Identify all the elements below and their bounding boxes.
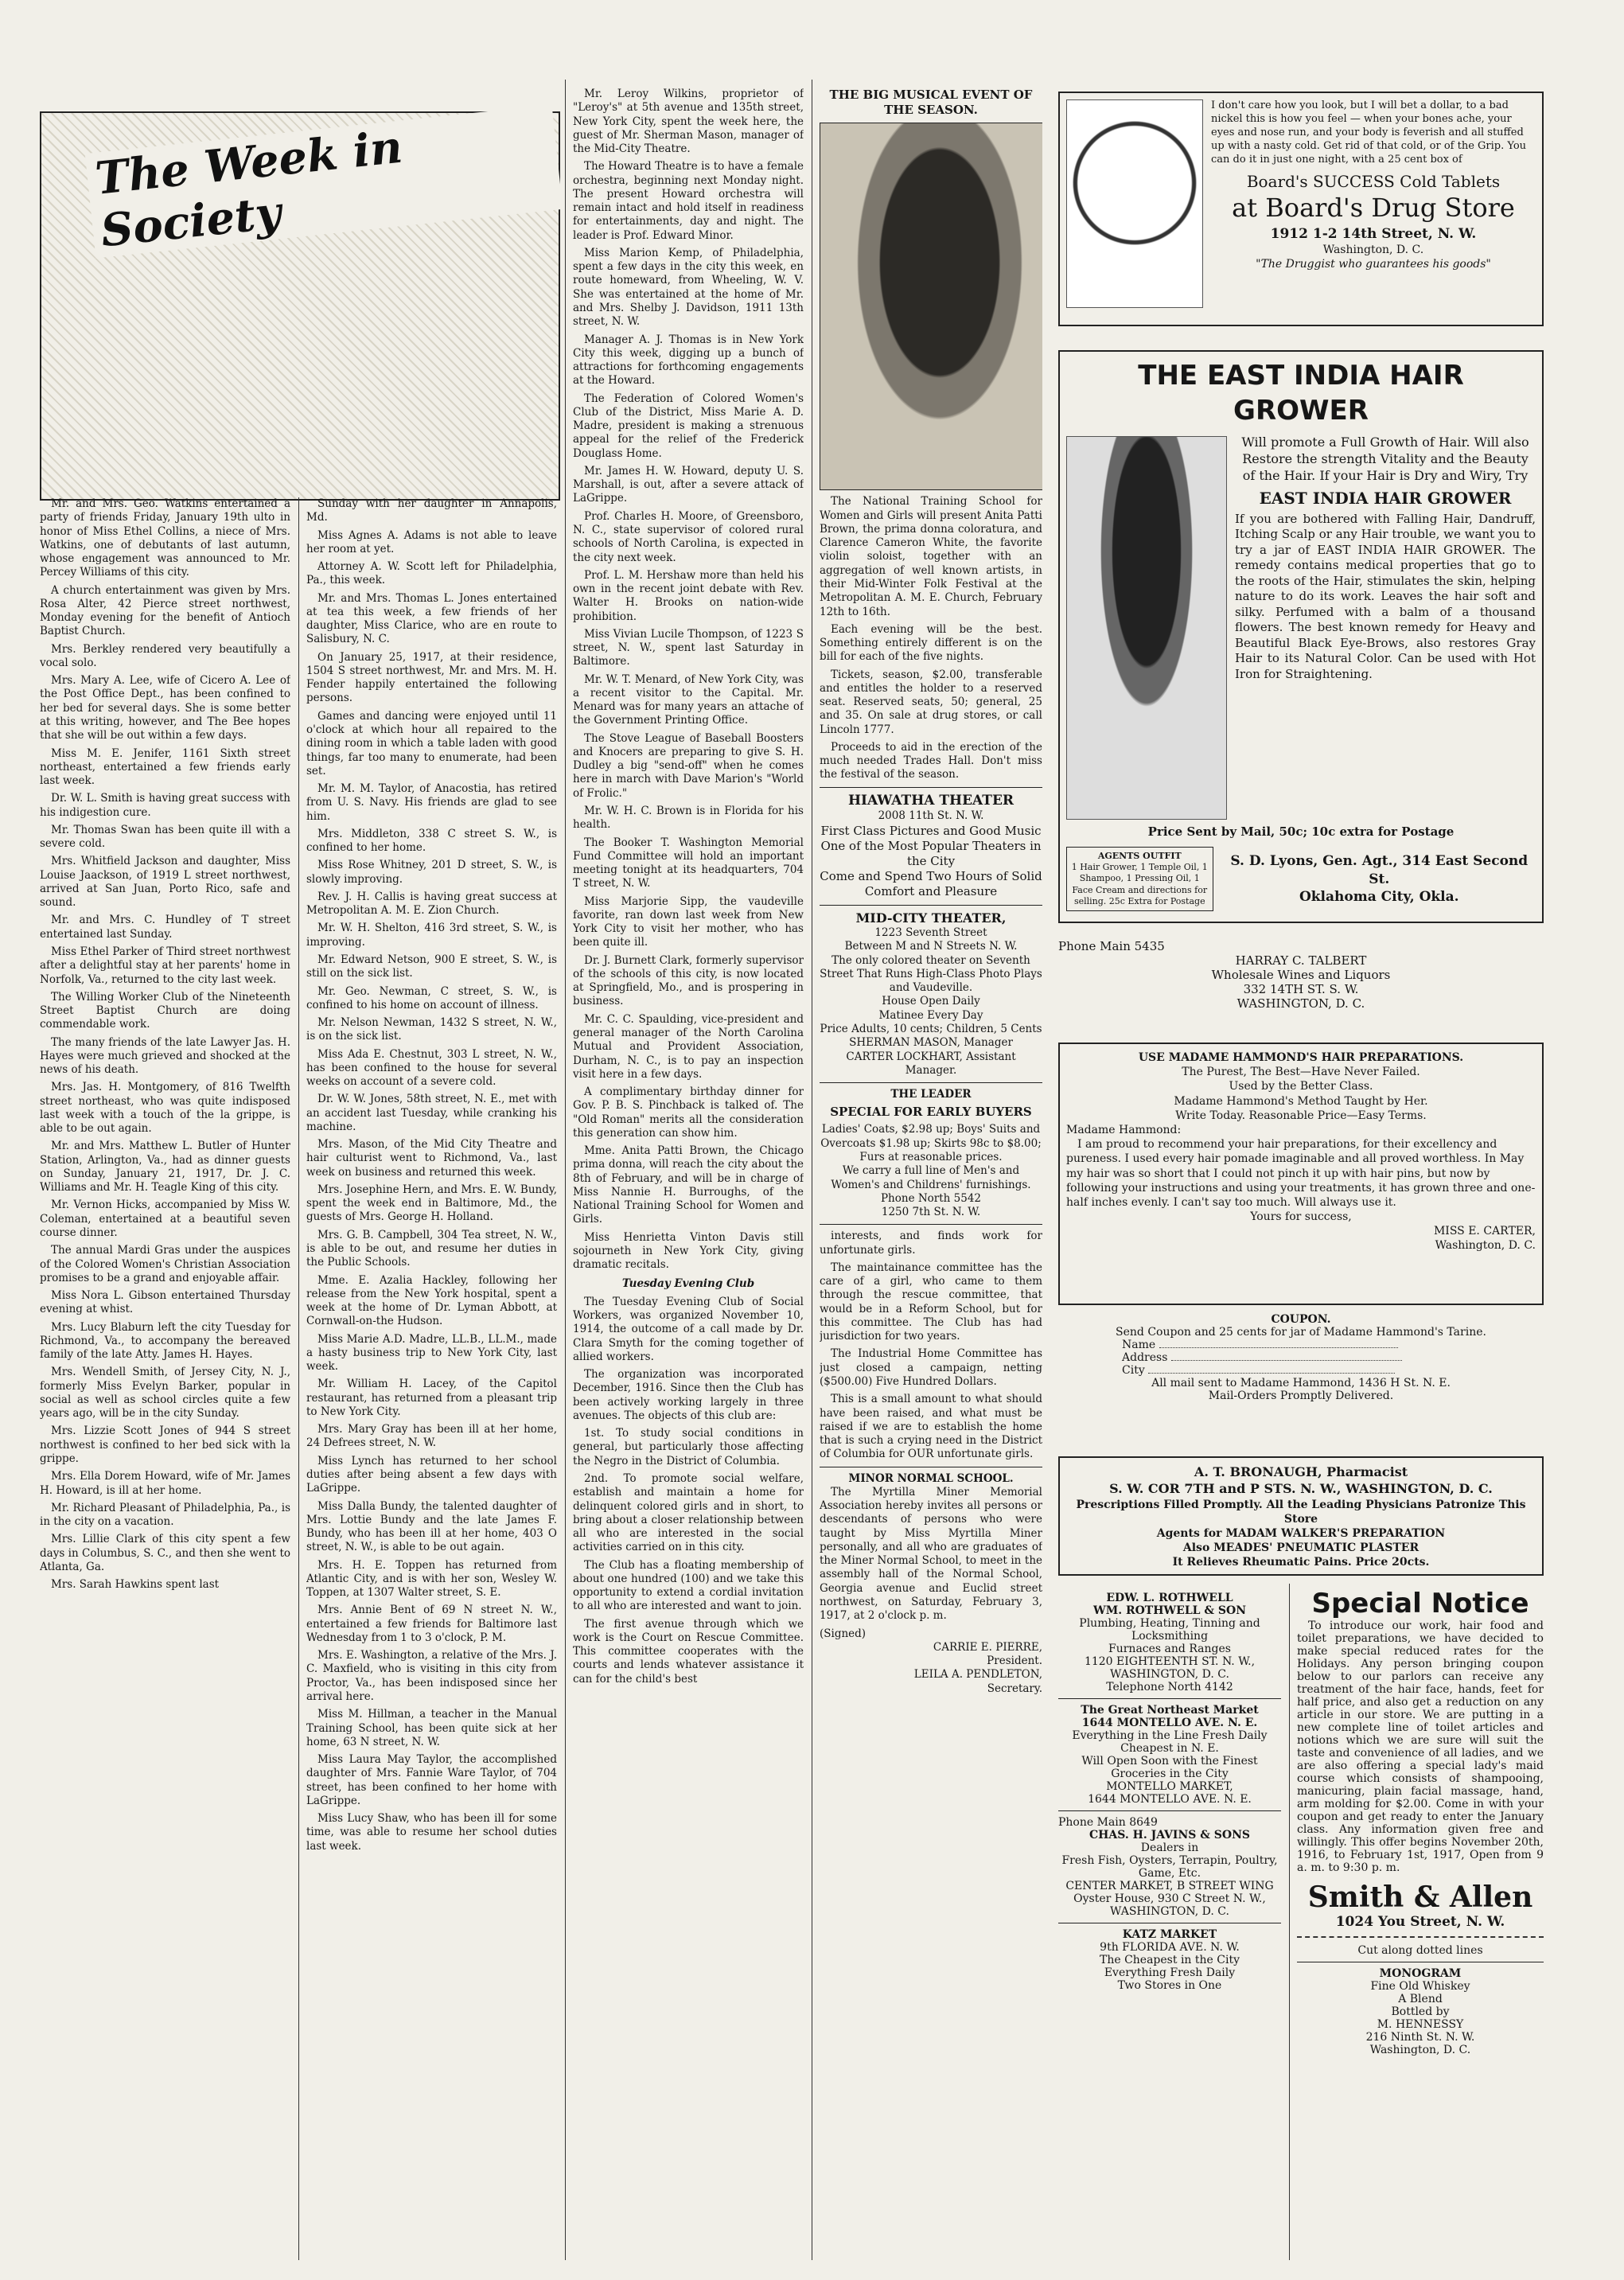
club-paragraph: The first avenue through which we work is the Court on Rescue Committee. This committee cooperates with the courts and lends whatever assistance it can for the child's best — [573, 1617, 804, 1686]
club-paragraph: The maintainance committee has the care of a girl, who came to them through the rescue committee, that would be in a Reform School, but for this committee. The Club has had jurisdiction for two years. — [820, 1261, 1042, 1343]
society-paragraph: Mr. Vernon Hicks, accompanied by Miss W. Coleman, entertained at a beautiful seven course dinner. — [40, 1198, 290, 1240]
bronaugh-line: Also MEADES' PNEUMATIC PLASTER — [1182, 1541, 1420, 1555]
montello-line: Cheapest in N. E. — [1120, 1742, 1219, 1755]
society-column-3 — [573, 88, 804, 2260]
midcity-line: Between M and N Streets N. W. — [844, 940, 1018, 953]
society-paragraph: Mr. Nelson Newman, 1432 S street, N. W., is on the sick list. — [306, 1016, 557, 1043]
minor-title: MINOR NORMAL SCHOOL. — [848, 1471, 1014, 1485]
society-paragraph: A church entertainment was given by Mrs. Rosa Alter, 42 Pierce street northwest, Monday evening for the benefit of Antioch Baptist Church. — [40, 583, 290, 638]
society-paragraph: Miss Dalla Bundy, the talented daughter of Mrs. Lottie Bundy and the late James F. Bundy, who has been ill at her home, 403 O street, N. W., is able to be out again. — [306, 1499, 557, 1554]
talbert-line: Wholesale Wines and Liquors — [1211, 968, 1391, 982]
midcity-line: Matinee Every Day — [878, 1008, 983, 1022]
society-paragraph: Mr. C. C. Spaulding, vice-president and general manager of the North Carolina Mutual and Provident Association, Durham, N. C., is to pay an inspection visit here in a few days. — [573, 1012, 804, 1081]
special-cut: Cut along dotted lines — [1357, 1944, 1483, 1957]
society-paragraph: Sunday with her daughter in Annapolis, Md. — [306, 497, 557, 524]
club-paragraph: 2nd. To promote social welfare, establish and maintain a home for delinquent colored girls and in short, to bring about a closer relationship between all who are interested in the social activities carried on in this city. — [573, 1471, 804, 1554]
society-column-2 — [306, 497, 557, 2260]
lower-ads — [1058, 1592, 1281, 1992]
minor-body: The Myrtilla Miner Memorial Association hereby invites all persons or descendants of persons who were taught by Miss Myrtilla Miner personally, and all who are graduates of the Miner Normal School, to meet in the assembly hall of the Normal School, Georgia avenue and Euclid street northwest, on Saturday, February 3, 1917, at 2 o'clock p. m. — [820, 1485, 1042, 1623]
hammond-sig-city: Washington, D. C. — [1435, 1239, 1536, 1253]
banner-title: The Week in Society — [85, 105, 563, 259]
monogram-line: 216 Ninth St. N. W. — [1365, 2031, 1475, 2044]
javins-line: CENTER MARKET, B STREET WING — [1065, 1880, 1274, 1892]
talbert-ad — [1058, 939, 1544, 1011]
midcity-line: House Open Daily — [882, 995, 980, 1008]
club-heading: Tuesday Evening Club — [621, 1276, 755, 1290]
society-paragraph: Mrs. Middleton, 338 C street S. W., is confined to her home. — [306, 827, 557, 855]
eastindia-title: THE EAST INDIA HAIR GROWER — [1138, 360, 1464, 427]
hammond-letter: I am proud to recommend your hair preparations, for their excellency and pureness. I used every hair pomade imaginable and all proved worthless. In May my hair was so short that I could not pinch it up with hair pins, but now by following your instructions and using your treatments, it has grown three and one-half inches evenly. I can't say too much. Will always use it. — [1066, 1138, 1536, 1209]
monogram-title: MONOGRAM — [1379, 1967, 1462, 1980]
club-paragraph: The Club has a floating membership of about one hundred (100) and we take this opportunity to extend a cordial invitation to all who are interested and want to join. — [573, 1558, 804, 1613]
society-paragraph: Manager A. J. Thomas is in New York City this week, digging up a bunch of attractions for forthcoming engagements at the Howard. — [573, 333, 804, 388]
monogram-line: Washington, D. C. — [1369, 2044, 1471, 2056]
board-store: at Board's Drug Store — [1232, 193, 1515, 224]
society-paragraph: Mrs. H. E. Toppen has returned from Atlantic City, and is with her son, Wesley W. Toppen, at 1307 Walter street, S. E. — [306, 1558, 557, 1600]
coupon-mail: All mail sent to Madame Hammond, 1436 H St. N. E. — [1151, 1377, 1451, 1389]
javins-line: WASHINGTON, D. C. — [1110, 1905, 1229, 1918]
society-paragraph: Miss Marion Kemp, of Philadelphia, spent a few days in the city this week, en route homeward, from Wheeling, W. V. She was entertained at the home of Mr. and Mrs. Shelby J. Davidson, 1911 13th street, N. W. — [573, 246, 804, 329]
board-city: Washington, D. C. — [1322, 244, 1424, 257]
leader-subtitle: SPECIAL FOR EARLY BUYERS — [830, 1105, 1032, 1120]
special-body: To introduce our work, hair food and toilet preparations, we have decided to make special reduced rates for the Holidays. Any person bringing coupon below to our parlors can receive any treatment of the hair face, hands, feet for half price, and also get a reduction on any article in our store. We are putting in a new complete line of toilet articles and notions which we are sure will suit the taste and convenience of all ladies, and we are also offering a special lady's maid course which consists of shampooing, manicuring, plain facial massage, hand, arm molding for $2.00. Come in with your coupon and get ready to enter the January class. Any information given free and willingly. This offer begins November 20th, 1916, to February 1st, 1917, Open from 9 a. m. to 9:30 p. m. — [1297, 1619, 1544, 1874]
outfit-text: 1 Hair Grower, 1 Temple Oil, 1 Shampoo, 1 Pressing Oil, 1 Face Cream and directions for selling. 25c Extra for Postage — [1071, 862, 1208, 907]
hiawatha-line: First Class Pictures and Good Music — [820, 823, 1042, 838]
society-paragraph: Miss Vivian Lucile Thompson, of 1223 S street, N. W., spent last Saturday in Baltimore. — [573, 627, 804, 668]
society-paragraph: Miss Laura May Taylor, the accomplished daughter of Mrs. Fannie Ware Taylor, of 704 street, has been confined to her home with LaGrippe. — [306, 1753, 557, 1807]
musical-paragraph: Each evening will be the best. Something entirely different is on the bill for each of the five nights. — [820, 622, 1042, 664]
midcity-line: CARTER LOCKHART, Assistant Manager. — [846, 1050, 1016, 1077]
board-text: I don't care how you look, but I will bet a dollar, to a bad nickel this is how you feel — when your bones ache, your eyes and nose run, and your body is feverish and all stuffed up with a nasty cold. Get rid of that cold, or of the Grip. You can do it in just one night, with a 25 cent box of — [1211, 99, 1527, 166]
society-paragraph: Mrs. Lucy Blaburn left the city Tuesday for Richmond, Va., to accompany the bereaved family of the late Atty. James H. Hayes. — [40, 1320, 290, 1362]
society-paragraph: Mrs. Whitfield Jackson and daughter, Miss Louise Jaackson, of 1919 L street northwest, arrived at San Juan, Porto Rico, safe and sound. — [40, 855, 290, 910]
club-paragraph: interests, and finds work for unfortunate girls. — [820, 1230, 1042, 1257]
hiawatha-title: HIAWATHA THEATER — [847, 792, 1015, 809]
talbert-city: WASHINGTON, D. C. — [1236, 996, 1365, 1011]
hammond-coupon — [1058, 1313, 1544, 1402]
society-paragraph: A complimentary birthday dinner for Gov. P. B. S. Pinchback is talked of. The "Old Roman" merits all the consideration this generation can show him. — [573, 1085, 804, 1140]
society-paragraph: Attorney A. W. Scott left for Philadelphia, Pa., this week. — [306, 560, 557, 587]
society-paragraph: Dr. J. Burnett Clark, formerly supervisor of the schools of this city, is now located at Springfield, Mo., and is prospering in business. — [573, 953, 804, 1008]
musical-paragraph: Proceeds to aid in the erection of the much needed Trades Hall. Don't miss the festival of the season. — [820, 740, 1042, 781]
minor-sig1-role: President. — [987, 1654, 1042, 1668]
katz-address: 9th FLORIDA AVE. N. W. — [1100, 1941, 1240, 1954]
column-rule — [1289, 1584, 1290, 2260]
board-product: Board's SUCCESS Cold Tablets — [1246, 172, 1501, 192]
monogram-line: M. HENNESSY — [1377, 2018, 1464, 2031]
society-paragraph: Mr. W. H. C. Brown is in Florida for his health. — [573, 805, 804, 832]
board-slogan: "The Druggist who guarantees his goods" — [1256, 258, 1491, 271]
society-paragraph: Mme. Anita Patti Brown, the Chicago prima donna, will reach the city about the 8th of February, and will be in charge of Miss Nannie H. Burroughs, of the National Training School for Women and Girls. — [573, 1144, 804, 1226]
society-column-1 — [40, 497, 290, 2260]
club-paragraph: The Tuesday Evening Club of Social Workers, was organized November 10, 1914, the outcome of a call made by Dr. Clara Smyth for the coming together of allied workers. — [573, 1295, 804, 1363]
society-paragraph: Miss Marie A.D. Madre, LL.B., LL.M., made a hasty business trip to New York City, last week. — [306, 1332, 557, 1374]
society-paragraph: Dr. W. L. Smith is having great success with his indigestion cure. — [40, 792, 290, 819]
society-paragraph: Prof. Charles H. Moore, of Greensboro, N. C., state supervisor of colored rural schools of North Carolina, is expected in the city next week. — [573, 509, 804, 564]
society-paragraph: Mrs. Berkley rendered very beautifully a vocal solo. — [40, 642, 290, 669]
minor-sig1: CARRIE E. PIERRE, — [933, 1640, 1042, 1654]
society-paragraph: Mrs. Jas. H. Montgomery, of 816 Twelfth street northeast, who was quite indisposed last week with a touch of the la grippe, is able to be out again. — [40, 1081, 290, 1136]
woman-portrait — [1066, 436, 1227, 820]
hammond-sig: MISS E. CARTER, — [1433, 1225, 1536, 1238]
society-paragraph: The Booker T. Washington Memorial Fund Committee will hold an important meeting tonight at its headquarters, 704 T street, N. W. — [573, 836, 804, 891]
coupon-text: Send Coupon and 25 cents for jar of Madame Hammond's Tarine. — [1116, 1326, 1486, 1339]
rothwell-line: Furnaces and Ranges — [1108, 1643, 1231, 1655]
bronaugh-line: It Relieves Rheumatic Pains. Price 20cts. — [1172, 1556, 1430, 1569]
midcity-line: The only colored theater on Seventh Street That Runs High-Class Photo Plays and Vaudeville. — [820, 953, 1042, 995]
society-paragraph: Mr. Leroy Wilkins, proprietor of "Leroy's" at 5th avenue and 135th street, New York City, spent the week here, the guest of Mr. Sherman Mason, manager of the Mid-City Theatre. — [573, 88, 804, 156]
coupon-address-label: Address — [1122, 1351, 1168, 1364]
society-paragraph: Mrs. Josephine Hern, and Mrs. E. W. Bundy, spent the week end in Baltimore, Md., the guests of Mrs. George H. Holland. — [306, 1183, 557, 1224]
coupon-address-field[interactable] — [1171, 1360, 1402, 1361]
society-paragraph: Mr. Edward Netson, 900 E street, S. W., is still on the sick list. — [306, 953, 557, 980]
society-paragraph: Mr. James H. W. Howard, deputy U. S. Marshall, is out, after a severe attack of LaGrippe. — [573, 464, 804, 505]
monogram-line: Fine Old Whiskey — [1370, 1980, 1470, 1993]
javins-line: Fresh Fish, Oysters, Terrapin, Poultry, Game, Etc. — [1061, 1854, 1278, 1880]
talbert-phone: Phone Main 5435 — [1058, 939, 1165, 953]
club-paragraph: 1st. To study social conditions in general, but particularly those affecting the Negro in the District of Columbia. — [573, 1427, 804, 1467]
leader-line: 1250 7th St. N. W. — [881, 1206, 981, 1219]
hammond-line: The Purest, The Best—Have Never Failed. — [1182, 1066, 1420, 1079]
coupon-name-field[interactable] — [1159, 1347, 1398, 1348]
society-paragraph: Mr. W. T. Menard, of New York City, was a recent visitor to the Capital. Mr. Menard was for many years an attache of the Government Printing Office. — [573, 672, 804, 727]
bronaugh-line: Agents for MADAM WALKER'S PREPARATION — [1156, 1526, 1446, 1540]
society-paragraph: Rev. J. H. Callis is having great success at Metropolitan A. M. E. Zion Church. — [306, 890, 557, 918]
board-address: 1912 1-2 14th Street, N. W. — [1270, 226, 1477, 243]
society-banner — [40, 111, 560, 501]
society-paragraph: The many friends of the late Lawyer Jas. H. Hayes were much grieved and shocked at the news of his death. — [40, 1035, 290, 1077]
katz-ad — [1058, 1928, 1281, 1992]
society-paragraph: Mr. W. H. Shelton, 416 3rd street, S. W., is improving. — [306, 922, 557, 949]
musical-paragraph: Tickets, season, $2.00, transferable and entitles the holder to a reserved seat. Reserved seats, 50; general, 25 and 35. On sale at drug stores, or call Lincoln 1777. — [820, 668, 1042, 736]
hiawatha-line: Come and Spend Two Hours of Solid Comfort and Pleasure — [820, 869, 1042, 899]
society-paragraph: Mr. and Mrs. Matthew L. Butler of Hunter Station, Arlington, Va., had as dinner guests on Sunday, January 21, 1917, Dr. J. C. Williams and Mr. H. Teagle King of this city. — [40, 1140, 290, 1195]
special-firm: Smith & Allen — [1307, 1881, 1533, 1914]
midcity-address: 1223 Seventh Street — [874, 926, 987, 940]
rothwell-line: Telephone North 4142 — [1106, 1681, 1233, 1693]
montello-ad — [1058, 1704, 1281, 1806]
bronaugh-line: Prescriptions Filled Promptly. All the Leading Physicians Patronize This Store — [1076, 1498, 1526, 1526]
javins-phone: Phone Main 8649 — [1058, 1816, 1158, 1829]
society-paragraph: Mrs. Mary A. Lee, wife of Cicero A. Lee of the Post Office Dept., has been confined to her bed for several days. She is some better at this writing, however, and The Bee hopes that she will be out within a few days. — [40, 674, 290, 742]
musical-paragraph: The National Training School for Women and Girls will present Anita Patti Brown, the prima donna coloratura, and Clarence Cameron White, the favorite violin soloist, together with an aggregation of well known artists, in their Mid-Winter Folk Festival at the Metropolitan A. M. E. Church, February 12th to 16th. — [820, 495, 1042, 618]
minor-sig2: LEILA A. PENDLETON, — [913, 1668, 1042, 1682]
minor-signed: (Signed) — [820, 1627, 867, 1640]
montello-line: 1644 MONTELLO AVE. N. E. — [1088, 1793, 1252, 1806]
leader-line: Ladies' Coats, $2.98 up; Boys' Suits and Overcoats $1.98 up; Skirts 98c to $8.00; Furs at reasonable prices. — [820, 1123, 1042, 1164]
society-paragraph: Mr. and Mrs. C. Hundley of T street entertained last Sunday. — [40, 914, 290, 941]
javins-name: CHAS. H. JAVINS & SONS — [1089, 1829, 1250, 1842]
column-rule — [565, 80, 566, 2260]
club-paragraph: The organization was incorporated December, 1916. Since then the Club has been actively working largely in three avenues. The objects of this club are: — [573, 1368, 804, 1422]
montello-line: Will Open Soon with the Finest Groceries in the City — [1081, 1755, 1258, 1780]
talbert-address: 332 14TH ST. S. W. — [1243, 982, 1359, 996]
montello-title: The Great Northeast Market — [1081, 1704, 1259, 1717]
society-paragraph: Mrs. Mary Gray has been ill at her home, 24 Defrees street, N. W. — [306, 1423, 557, 1450]
board-drug-ad — [1058, 92, 1544, 326]
special-notice-ad — [1297, 1588, 1544, 2056]
society-paragraph: The Stove League of Baseball Boosters and Knocers are preparing to give S. H. Dudley a big "send-off" when he comes here in march with Dave Marion's "World of Frolic." — [573, 731, 804, 800]
hammond-line: Used by the Better Class. — [1229, 1080, 1373, 1093]
bronaugh-ad — [1058, 1456, 1544, 1576]
hiawatha-line: One of the Most Popular Theaters in the City — [820, 838, 1042, 869]
society-paragraph: Mrs. Mason, of the Mid City Theatre and hair culturist went to Richmond, Va., last week on business and returned this week. — [306, 1138, 557, 1179]
society-paragraph: Mrs. E. Washington, a relative of the Mrs. J. C. Maxfield, who is visiting in this city from Proctor, Va., has been indisposed since her arrival here. — [306, 1649, 557, 1703]
midcity-line: Price Adults, 10 cents; Children, 5 Cents — [820, 1022, 1042, 1035]
talbert-name: HARRAY C. TALBERT — [1235, 953, 1367, 968]
society-paragraph: Miss M. E. Jenifer, 1161 Sixth street northeast, entertained a few friends early last week. — [40, 746, 290, 788]
society-paragraph: On January 25, 1917, at their residence, 1504 S street northwest, Mr. and Mrs. M. H. Fender happily entertained the following persons. — [306, 650, 557, 705]
eastindia-agent-city: Oklahoma City, Okla. — [1299, 888, 1459, 905]
society-paragraph: Mr. Richard Pleasant of Philadelphia, Pa., is in the city on a vacation. — [40, 1501, 290, 1529]
rothwell-line: 1120 EIGHTEENTH ST. N. W., WASHINGTON, D. C. — [1084, 1655, 1256, 1681]
coupon-title: COUPON. — [1271, 1313, 1331, 1326]
leader-title: THE LEADER — [890, 1088, 972, 1101]
agents-outfit — [1066, 847, 1213, 911]
montello-line: MONTELLO MARKET, — [1106, 1780, 1233, 1793]
society-paragraph: Mr. and Mrs. Thomas L. Jones entertained at tea this week, a few friends of her daughter, Miss Clarice, who are en route to Salisbury, N. C. — [306, 591, 557, 646]
hiawatha-address: 2008 11th St. N. W. — [878, 809, 984, 823]
katz-name: KATZ MARKET — [1122, 1928, 1217, 1941]
society-paragraph: Dr. W. W. Jones, 58th street, N. E., met with an accident last Tuesday, while cranking his machine. — [306, 1093, 557, 1133]
column-rule — [298, 497, 299, 2260]
club-paragraph: This is a small amount to what should have been raised, and what must be raised if we are to establish the home that is such a crying need in the District of Columbia for OUR unfortunate girls. — [820, 1393, 1042, 1461]
society-paragraph: Mrs. Wendell Smith, of Jersey City, N. J., formerly Miss Evelyn Barker, popular in social as well as school circles quite a few years ago, will be in the city Sunday. — [40, 1366, 290, 1421]
society-paragraph: Miss Rose Whitney, 201 D street, S. W., is slowly improving. — [306, 859, 557, 886]
javins-line: Dealers in — [1140, 1842, 1199, 1854]
society-paragraph: Mr. M. M. Taylor, of Anacostia, has retired from U. S. Navy. His friends are glad to see him. — [306, 782, 557, 823]
katz-line: Two Stores in One — [1117, 1979, 1222, 1992]
midcity-title: MID-CITY THEATER, — [855, 910, 1007, 926]
bronaugh-address: S. W. COR 7TH and P STS. N. W., WASHINGTON, D. C. — [1109, 1480, 1493, 1496]
portrait-photo — [820, 123, 1042, 490]
hammond-title: USE MADAME HAMMOND'S HAIR PREPARATIONS. — [1138, 1051, 1464, 1064]
society-paragraph: Mrs. Lillie Clark of this city spent a few days in Columbus, S. C., and then she went to Atlanta, Ga. — [40, 1533, 290, 1573]
katz-line: The Cheapest in the City — [1099, 1954, 1240, 1966]
hiawatha-ad — [820, 793, 1042, 900]
minor-notice — [820, 1472, 1042, 1696]
eastindia-price: Price Sent by Mail, 50c; 10c extra for Postage — [1147, 824, 1455, 840]
monogram-ad — [1297, 1967, 1544, 2056]
hammond-salutation: Madame Hammond: — [1066, 1123, 1182, 1136]
midcity-ad — [820, 910, 1042, 1078]
eastindia-lead: Will promote a Full Growth of Hair. Will also Restore the strength Vitality and the Beauty of the Hair. If your Hair is Dry and Wiry, Try — [1241, 435, 1529, 483]
rothwell-line: Plumbing, Heating, Tinning and Locksmithing — [1079, 1617, 1260, 1643]
society-paragraph: Miss Marjorie Sipp, the vaudeville favorite, ran down last week from New York City to visit her mother, who has been quite ill. — [573, 894, 804, 949]
special-title: Special Notice — [1311, 1588, 1529, 1619]
society-paragraph: Mr. and Mrs. Geo. Watkins entertained a party of friends Friday, January 19th ulto in honor of Miss Ethel Collins, a niece of Mrs. Watkins, one of debutants of last autumn, whose engagement was announced to Mr. Percey Williams of this city. — [40, 497, 290, 579]
rothwell-ad — [1058, 1592, 1281, 1693]
coupon-city-field[interactable] — [1148, 1373, 1395, 1374]
musical-title: THE BIG MUSICAL EVENT OF THE SEASON. — [829, 88, 1033, 118]
javins-ad — [1058, 1816, 1281, 1918]
society-paragraph: Miss Ada E. Chestnut, 303 L street, N. W., has been confined to the house for several weeks on account of a severe cold. — [306, 1047, 557, 1089]
coupon-city-label: City — [1122, 1364, 1145, 1377]
east-india-ad — [1058, 350, 1544, 923]
minor-sig2-role: Secretary. — [987, 1682, 1042, 1695]
society-paragraph: The Federation of Colored Women's Club of the District, Miss Marie A. D. Madre, president is making a strenuous appeal for the relief of the Frederick Douglass Home. — [573, 392, 804, 460]
society-paragraph: Miss Lucy Shaw, who has been ill for some time, was able to resume her school duties last week. — [306, 1812, 557, 1853]
society-paragraph: Games and dancing were enjoyed until 11 o'clock at which hour all repaired to the dining room in which a table laden with good things, far too many to enumerate, had been set. — [306, 709, 557, 778]
society-paragraph: Miss Henrietta Vinton Davis still sojourneth in New York City, giving dramatic recitals. — [573, 1230, 804, 1272]
special-address: 1024 You Street, N. W. — [1335, 1914, 1505, 1930]
society-paragraph: Prof. L. M. Hershaw more than held his own in the recent joint debate with Rev. Walter H. Brooks on nation-wide prohibition. — [573, 568, 804, 623]
rothwell-name: EDW. L. ROTHWELL — [1106, 1592, 1233, 1604]
society-paragraph: Mr. Geo. Newman, C street, S. W., is confined to his home on account of illness. — [306, 984, 557, 1011]
newspaper-page — [24, 80, 1599, 2260]
hammond-closing: Yours for success, — [1250, 1210, 1352, 1224]
coupon-name-label: Name — [1122, 1339, 1156, 1351]
society-paragraph: Mrs. Annie Bent of 69 N street N. W., entertained a few friends for Baltimore last Wednesday from 1 to 3 o'clock, P. M. — [306, 1604, 557, 1644]
monogram-line: A Blend — [1398, 1993, 1443, 2005]
leader-line: Phone North 5542 — [880, 1191, 982, 1205]
society-paragraph: Mr. Thomas Swan has been quite ill with a severe cold. — [40, 823, 290, 851]
leader-ad — [820, 1088, 1042, 1219]
bronaugh-name: A. T. BRONAUGH, Pharmacist — [1194, 1464, 1408, 1479]
eastindia-body: If you are bothered with Falling Hair, Dandruff, Itching Scalp or any Hair trouble, we want you to try a jar of EAST INDIA HAIR GROWER. The remedy contains medical properties that go to the roots of the Hair, stimulates the skin, helping nature to do its work. Leaves the hair soft and silky. Perfumed with a balm of a thousand flowers. The best known remedy for Heavy and Beautiful Black Eye-Brows, also restores Gray Hair to its Natural Color. Can be used with Hot Iron for Straightening. — [1235, 511, 1536, 681]
society-paragraph: Miss Ethel Parker of Third street northwest after a delightful stay at her parents' home in Norfolk, Va., returned to the city last week. — [40, 945, 290, 986]
midcity-line: SHERMAN MASON, Manager — [849, 1036, 1013, 1050]
caricature-image — [1066, 99, 1203, 308]
society-paragraph: Miss M. Hillman, a teacher in the Manual Training School, has been quite sick at her home, 63 N street, N. W. — [306, 1708, 557, 1748]
leader-line: We carry a full line of Men's and Women's and Childrens' furnishings. — [831, 1164, 1031, 1191]
monogram-line: Bottled by — [1391, 2005, 1450, 2018]
society-paragraph: The Willing Worker Club of the Nineteenth Street Baptist Church are doing commendable work. — [40, 990, 290, 1031]
montello-line: Everything in the Line Fresh Daily — [1072, 1729, 1268, 1742]
society-paragraph: Mrs. Lizzie Scott Jones of 944 S street northwest is confined to her bed sick with la grippe. — [40, 1425, 290, 1465]
hammond-line: Madame Hammond's Method Taught by Her. — [1174, 1094, 1428, 1108]
society-paragraph: Mrs. G. B. Campbell, 304 Tea street, N. W., is able to be out, and resume her duties in the Public Schools. — [306, 1228, 557, 1269]
society-paragraph: Mr. William H. Lacey, of the Capitol restaurant, has returned from a pleasant trip to New York City. — [306, 1378, 557, 1418]
club-paragraph: The Industrial Home Committee has just closed a campaign, netting ($500.00) Five Hundred Dollars. — [820, 1347, 1042, 1388]
eastindia-name: EAST INDIA HAIR GROWER — [1259, 488, 1512, 508]
society-paragraph: The annual Mardi Gras under the auspices of the Colored Women's Christian Association promises to be a grand and enjoyable affair. — [40, 1244, 290, 1284]
outfit-title: AGENTS OUTFIT — [1097, 850, 1182, 861]
javins-line: Oyster House, 930 C Street N. W., — [1073, 1892, 1266, 1905]
society-paragraph: Miss Agnes A. Adams is not able to leave her room at yet. — [306, 528, 557, 555]
hammond-line: Write Today. Reasonable Price—Easy Terms. — [1175, 1109, 1427, 1122]
society-paragraph: The Howard Theatre is to have a female orchestra, beginning next Monday night. The present Howard orchestra will remain intact and hold itself in readiness for entertainments, day and night. The leader is Prof. Edward Minor. — [573, 160, 804, 242]
society-paragraph: Miss Nora L. Gibson entertained Thursday evening at whist. — [40, 1289, 290, 1316]
eastindia-agent: S. D. Lyons, Gen. Agt., 314 East Second St. — [1230, 853, 1529, 887]
society-paragraph: Miss Lynch has returned to her school duties after being absent a few days with LaGrippe. — [306, 1454, 557, 1495]
katz-line: Everything Fresh Daily — [1104, 1966, 1236, 1979]
column-4 — [820, 88, 1042, 2260]
society-paragraph: Mrs. Sarah Hawkins spent last — [51, 1578, 220, 1592]
society-paragraph: Mme. E. Azalia Hackley, following her release from the New York hospital, spent a week at the home of Dr. Lyman Abbott, at Cornwall-on-the Hudson. — [306, 1273, 557, 1328]
coupon-mail2: Mail-Orders Promptly Delivered. — [1208, 1389, 1394, 1402]
hammond-ad — [1058, 1043, 1544, 1305]
rothwell-name2: WM. ROTHWELL & SON — [1092, 1604, 1246, 1617]
society-paragraph: Mrs. Ella Dorem Howard, wife of Mr. James H. Howard, is ill at her home. — [40, 1470, 290, 1497]
montello-address: 1644 MONTELLO AVE. N. E. — [1081, 1717, 1258, 1729]
